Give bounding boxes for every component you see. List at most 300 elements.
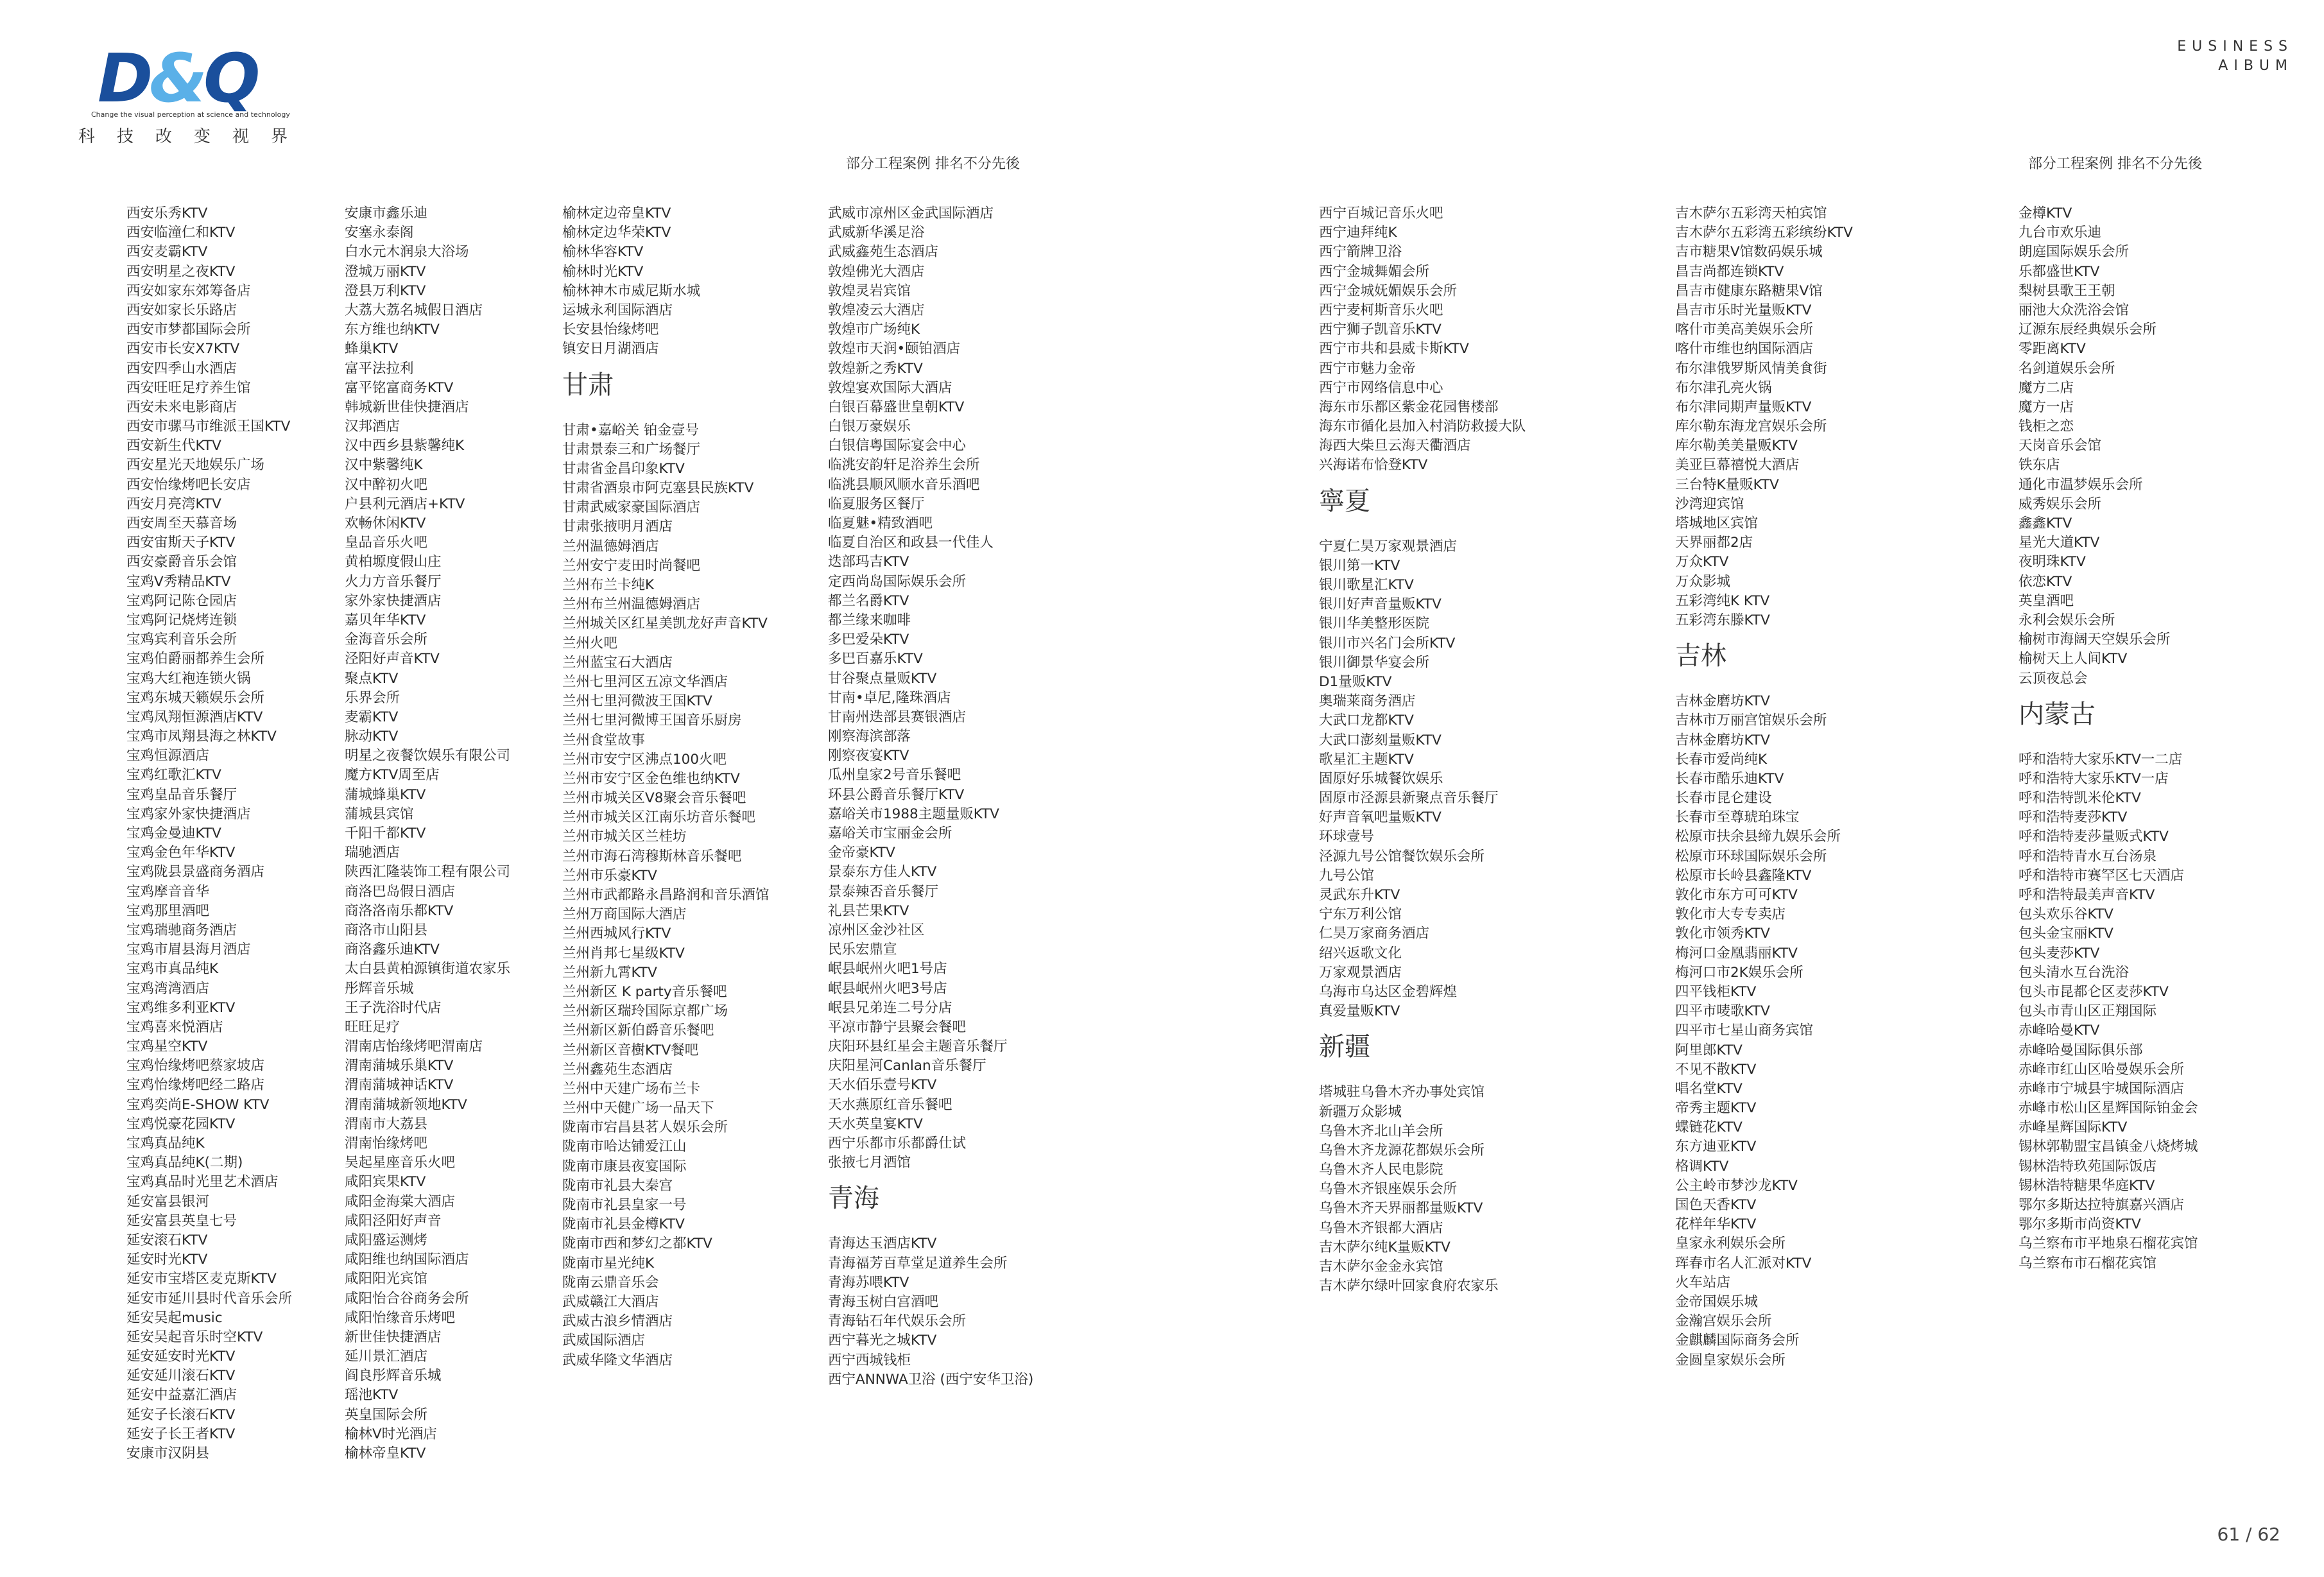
project-item: 凉州区金沙社区 (828, 922, 925, 938)
project-item: 陇南市哈达铺爱江山 (562, 1139, 687, 1155)
project-item: 兰州肖邦七星级KTV (562, 945, 685, 961)
project-item: 富平铭富商务KTV (345, 379, 454, 396)
project-item: 吉林金磨坊KTV (1675, 693, 1770, 710)
project-item: 赤峰市红山区哈曼娱乐会所 (2018, 1061, 2185, 1078)
project-item: 宝鸡那里酒吧 (126, 902, 210, 919)
project-item: 西安豪爵音乐会馆 (126, 554, 237, 571)
project-item: 西宁市网络信息中心 (1319, 379, 1443, 396)
project-item: 灵武东升KTV (1319, 887, 1400, 903)
project-item: 朗庭国际娱乐会所 (2018, 244, 2130, 261)
project-item: 运城永利国际酒店 (562, 302, 673, 318)
project-item: 阿里郎KTV (1675, 1042, 1743, 1058)
project-item: 泾阳好声音KTV (345, 651, 440, 668)
project-item: 兰州七里河微波王国KTV (562, 693, 712, 710)
project-item: 海西大柴旦云海天衢酒店 (1319, 438, 1471, 454)
project-item: 榆林帝皇KTV (345, 1445, 426, 1461)
project-item: 宝鸡奕尚E-SHOW KTV (126, 1096, 270, 1113)
project-item: 延安富县英皇七号 (126, 1212, 237, 1229)
project-item: 金圆皇家娱乐会所 (1675, 1352, 1786, 1368)
project-item: 不见不散KTV (1675, 1061, 1757, 1078)
project-item: 兰州七里河区五凉文华酒店 (562, 673, 728, 690)
project-item: 西宁金城舞媚会所 (1319, 263, 1430, 280)
project-item: 皇家永利娱乐会所 (1675, 1236, 1786, 1252)
project-item: 新疆万众影城 (1319, 1103, 1402, 1120)
project-item: 依恋KTV (2018, 573, 2072, 590)
region-heading: 吉林 (1675, 641, 1726, 671)
project-item: 西宁暮光之城KTV (828, 1332, 937, 1349)
project-item: 兰州七里河微博王国音乐厨房 (562, 712, 742, 729)
project-item: 刚察海滨部落 (828, 728, 911, 745)
project-item: 咸阳盛运测烤 (345, 1232, 428, 1248)
project-item: 陇南云鼎音乐会 (562, 1274, 659, 1291)
project-item: 环县公爵音乐餐厅KTV (828, 786, 965, 803)
project-column-4 (828, 204, 1033, 1390)
project-item: 西安月亮湾KTV (126, 496, 221, 512)
project-item: 临夏自治区和政县一代佳人 (828, 535, 994, 551)
project-item: 武威新华溪足浴 (828, 225, 925, 241)
project-item: 麦霸KTV (345, 709, 399, 725)
project-item: 西安周至天慕音场 (126, 515, 237, 531)
project-item: 西安乐秀KTV (126, 205, 208, 221)
project-item: 陇南市西和梦幻之都KTV (562, 1236, 712, 1252)
project-item: 宝鸡东城天籁娱乐会所 (126, 689, 265, 706)
project-item: 赤峰哈曼KTV (2018, 1022, 2100, 1039)
project-item: 松原市扶余县缔九娱乐会所 (1675, 829, 1841, 845)
project-item: 澄城万丽KTV (345, 263, 426, 280)
project-item: 海东市乐都区紫金花园售楼部 (1319, 399, 1499, 415)
project-item: 泾源九号公馆餐饮娱乐会所 (1319, 848, 1485, 865)
project-item: 宝鸡陇县景盛商务酒店 (126, 864, 265, 881)
project-item: 多巴百嘉乐KTV (828, 651, 923, 668)
project-item: 乌兰察布市石榴花宾馆 (2018, 1255, 2157, 1271)
project-item: 嘉峪关市1988主题量贩KTV (828, 806, 999, 822)
project-item: 延安吴起音乐时空KTV (126, 1329, 263, 1345)
project-item: 银川第一KTV (1319, 557, 1400, 574)
project-item: 金海音乐会所 (345, 632, 428, 648)
project-item: 珲春市名人汇派对KTV (1675, 1255, 1812, 1271)
project-item: 宝鸡V秀精品KTV (126, 573, 231, 590)
project-item: 兰州温德姆酒店 (562, 538, 659, 555)
project-item: 喀什市美高美娱乐会所 (1675, 322, 1814, 338)
project-item: 呼和浩特麦莎KTV (2018, 809, 2128, 826)
project-item: 多巴爱朵KTV (828, 632, 909, 648)
project-item: 西安未来电影商店 (126, 399, 237, 415)
project-item: 临洮安韵轩足浴养生会所 (828, 457, 980, 474)
project-item: 武威市凉州区金武国际酒店 (828, 205, 994, 221)
project-item: 英皇酒吧 (2018, 592, 2074, 609)
project-item: 金帝豪KTV (828, 845, 895, 861)
project-item: 铁东店 (2018, 457, 2060, 474)
project-item: 聚点KTV (345, 670, 399, 687)
project-item: 呼和浩特青水互台汤泉 (2018, 848, 2157, 865)
project-item: 景泰辣否音乐餐厅 (828, 883, 939, 900)
project-item: 西宁金城妩媚娱乐会所 (1319, 282, 1458, 299)
project-item: 仁昊万家商务酒店 (1319, 926, 1430, 942)
project-item: 兰州市安宁区沸点100火吧 (562, 751, 727, 768)
project-item: 都兰缘来咖啡 (828, 612, 911, 628)
project-item: 岷县兄弟连二号分店 (828, 999, 952, 1016)
project-item: 鑫鑫KTV (2018, 515, 2072, 531)
project-item: 四平市唛歌KTV (1675, 1003, 1770, 1020)
project-item: 旺旺足疗 (345, 1019, 400, 1035)
project-item: 敦化市东方可可KTV (1675, 887, 1798, 903)
project-item: 延安滚石KTV (126, 1232, 208, 1248)
project-item: 明星之夜餐饮娱乐有限公司 (345, 748, 511, 764)
project-item: 云顶夜总会 (2018, 670, 2088, 687)
project-item: 西安四季山水酒店 (126, 360, 237, 377)
project-item: 延安吴起music (126, 1309, 223, 1326)
project-item: 西安旺旺足疗养生馆 (126, 379, 251, 396)
project-item: 松原市环球国际娱乐会所 (1675, 848, 1827, 865)
project-item: 兴海诺布恰登KTV (1319, 457, 1428, 474)
project-item: 蒲城县宾馆 (345, 806, 414, 822)
project-item: 大武口龙都KTV (1319, 712, 1414, 729)
project-item: 天水燕原红音乐餐吧 (828, 1096, 952, 1113)
project-item: 陇南市礼县金樽KTV (562, 1216, 685, 1233)
project-item: 银川歌星汇KTV (1319, 577, 1414, 593)
project-item: 宝鸡喜来悦酒店 (126, 1019, 223, 1035)
project-item: 延安子长王者KTV (126, 1426, 236, 1442)
project-item: 鄂尔多斯达拉特旗嘉兴酒店 (2018, 1197, 2185, 1213)
region-heading: 青海 (828, 1184, 879, 1214)
project-item: 吉林市万丽宫馆娱乐会所 (1675, 712, 1827, 729)
project-item: 三台特K量贩KTV (1675, 476, 1779, 493)
project-item: 布尔津孔亮火锅 (1675, 379, 1772, 396)
project-item: 延安中益嘉汇酒店 (126, 1387, 237, 1404)
project-item: 魔方一店 (2018, 399, 2074, 415)
project-item: 宝鸡金曼迪KTV (126, 825, 221, 841)
project-item: 延安市宝塔区麦克斯KTV (126, 1271, 277, 1288)
project-item: 通化市温梦娱乐会所 (2018, 476, 2143, 493)
project-item: 梨树县歌王王朝 (2018, 282, 2115, 299)
project-item: 迭部玛吉KTV (828, 554, 909, 571)
project-item: 咸阳阳光宾馆 (345, 1271, 428, 1288)
project-item: 宝鸡怡缘烤吧经二路店 (126, 1077, 265, 1094)
project-item: 皇品音乐火吧 (345, 535, 428, 551)
project-item: 安塞永泰阁 (345, 225, 414, 241)
project-item: 欢畅休闲KTV (345, 515, 426, 531)
project-item: 兰州食堂故事 (562, 732, 646, 748)
project-item: 西宁迪拜纯K (1319, 225, 1397, 241)
project-item: 锡林郭勒盟宝昌镇金八烧烤城 (2018, 1139, 2198, 1155)
project-item: 西宁箭牌卫浴 (1319, 244, 1402, 261)
project-item: 咸阳怡缘音乐烤吧 (345, 1309, 456, 1326)
project-item: 包头市青山区正翔国际 (2018, 1003, 2157, 1020)
project-item: 魔方KTV周至店 (345, 767, 440, 784)
project-item: 五彩湾东滕KTV (1675, 612, 1770, 628)
project-item: 好声音氧吧量贩KTV (1319, 809, 1442, 826)
project-item: 五彩湾纯K KTV (1675, 592, 1770, 609)
project-item: 乐都盛世KTV (2018, 263, 2100, 280)
project-item: 咸阳维也纳国际酒店 (345, 1252, 469, 1268)
project-item: 白银百幕盛世皇朝KTV (828, 399, 965, 415)
project-item: 钱柜之恋 (2018, 418, 2074, 435)
project-item: 甘谷聚点量贩KTV (828, 670, 937, 687)
project-item: 宝鸡市真品纯K (126, 961, 219, 978)
project-item: 乌鲁木齐天界丽都量贩KTV (1319, 1200, 1483, 1217)
project-item: 吉市糖果V馆数码娱乐城 (1675, 244, 1823, 261)
project-column-7 (2018, 204, 2198, 1273)
project-item: 宝鸡维多利亚KTV (126, 999, 236, 1016)
project-item: 塔城驻乌鲁木齐办事处宾馆 (1319, 1084, 1485, 1101)
project-item: 定西尚岛国际娱乐会所 (828, 573, 967, 590)
project-item: 威秀娱乐会所 (2018, 496, 2102, 512)
project-item: 包头清水互台洗浴 (2018, 964, 2130, 981)
project-item: 兰州新九霄KTV (562, 964, 657, 981)
project-item: 西安星光天地娱乐广场 (126, 457, 265, 474)
project-item: 宝鸡阿记陈仓园店 (126, 592, 237, 609)
project-item: 宝鸡宾利音乐会所 (126, 632, 237, 648)
project-item: 瓜州皇家2号音乐餐吧 (828, 767, 961, 784)
project-item: 商洛市山阳县 (345, 922, 428, 938)
project-item: 兰州市武都路永昌路润和音乐酒馆 (562, 887, 770, 903)
project-item: 天水英皇宴KTV (828, 1116, 923, 1132)
project-item: 兰州鑫苑生态酒店 (562, 1061, 673, 1078)
project-item: 兰州市城关区江南乐坊音乐餐吧 (562, 809, 756, 826)
project-item: 西安临潼仁和KTV (126, 225, 236, 241)
project-item: 海东市循化县加入村消防救援大队 (1319, 418, 1526, 435)
logo-chinese-slogan: 科技改变视界 (78, 127, 310, 146)
project-item: 商洛巴岛假日酒店 (345, 883, 456, 900)
project-item: 榆树市海阔天空娱乐会所 (2018, 632, 2171, 648)
project-item: D1量贩KTV (1319, 673, 1392, 690)
project-item: 礼县芒果KTV (828, 902, 909, 919)
project-item: 甘肃张掖明月酒店 (562, 519, 673, 535)
project-item: 零距离KTV (2018, 341, 2086, 358)
project-item: 延安富县银河 (126, 1193, 210, 1210)
project-item: 韩城新世佳快捷酒店 (345, 399, 469, 415)
project-item: 锡林浩特玖苑国际饭店 (2018, 1158, 2157, 1175)
project-item: 金瀚宫娱乐会所 (1675, 1313, 1772, 1330)
project-column-5 (1319, 204, 1526, 1296)
project-item: 宝鸡怡缘烤吧蔡家坡店 (126, 1058, 265, 1074)
project-item: 歌星汇主题KTV (1319, 751, 1414, 768)
project-item: 岷县岷州火吧3号店 (828, 980, 947, 997)
project-item: 白银万豪娱乐 (828, 418, 911, 435)
project-item: 真爱量贩KTV (1319, 1003, 1400, 1020)
project-item: 赤峰星辉国际KTV (2018, 1119, 2128, 1136)
project-item: 西宁百城记音乐火吧 (1319, 205, 1443, 221)
project-item: 吴起星座音乐火吧 (345, 1155, 456, 1171)
project-item: 宝鸡凤翔恒源酒店KTV (126, 709, 263, 725)
project-item: 包头欢乐谷KTV (2018, 906, 2113, 923)
project-item: 商洛洛南乐都KTV (345, 902, 454, 919)
case-note-right: 部分工程案例 排名不分先後 (2028, 156, 2202, 172)
project-column-3 (562, 204, 770, 1370)
project-item: 安康市鑫乐迪 (345, 205, 428, 221)
project-item: 青海苏喂KTV (828, 1274, 909, 1291)
project-item: 兰州新区瑞玲国际京都广场 (562, 1003, 728, 1020)
project-item: 唱名堂KTV (1675, 1080, 1743, 1097)
project-item: 东方维也纳KTV (345, 322, 440, 338)
project-item: 天水佰乐壹号KTV (828, 1077, 937, 1094)
project-item: 兰州万商国际大酒店 (562, 906, 687, 923)
project-item: 乐界会所 (345, 689, 400, 706)
project-item: 澄县万利KTV (345, 282, 426, 299)
project-item: 青海玉树白宫酒吧 (828, 1293, 939, 1310)
project-item: 敦煌市广场纯K (828, 322, 920, 338)
project-item: 名剑道娱乐会所 (2018, 360, 2115, 377)
project-item: 吉林金磨坊KTV (1675, 732, 1770, 748)
project-item: 蜂巢KTV (345, 341, 399, 358)
project-item: 万家观景酒店 (1319, 964, 1402, 981)
project-item: 延川景汇酒店 (345, 1349, 428, 1365)
project-item: 宝鸡市眉县海月酒店 (126, 942, 251, 958)
project-item: 西宁乐都市乐都爵仕试 (828, 1135, 967, 1151)
project-item: 火力方音乐餐厅 (345, 573, 442, 590)
project-item: 蝶链花KTV (1675, 1119, 1743, 1136)
project-item: 乌鲁木齐人民电影院 (1319, 1162, 1443, 1178)
project-item: 武威鑫苑生态酒店 (828, 244, 939, 261)
project-item: 陇南市康县夜宴国际 (562, 1158, 687, 1175)
project-item: 吉木萨尔绿叶回家食府农家乐 (1319, 1278, 1499, 1295)
project-item: 银川华美整形医院 (1319, 616, 1430, 632)
project-item: 英皇国际会所 (345, 1406, 428, 1423)
project-item: 咸阳泾阳好声音 (345, 1212, 442, 1229)
project-item: 宝鸡真品纯K(二期) (126, 1155, 243, 1171)
project-item: 陇南市星光纯K (562, 1255, 655, 1271)
project-item: 汉中醉初火吧 (345, 476, 428, 493)
project-item: 敦煌凌云大酒店 (828, 302, 925, 318)
project-item: 青海福芳百草堂足道养生会所 (828, 1255, 1008, 1271)
project-item: 榆林神木市威尼斯水城 (562, 282, 701, 299)
project-item: 固原好乐城餐饮娱乐 (1319, 770, 1443, 787)
project-item: 银川好声音量贩KTV (1319, 596, 1442, 613)
project-item: 固原市泾源县新聚点音乐餐厅 (1319, 790, 1499, 807)
project-item: 兰州新区 K party音乐餐吧 (562, 983, 727, 1000)
project-item: 宁夏仁昊万家观景酒店 (1319, 538, 1458, 555)
project-item: 呼和浩特市赛罕区七天酒店 (2018, 867, 2185, 884)
project-item: 乌海市乌达区金碧辉煌 (1319, 983, 1458, 1000)
project-item: 景泰东方佳人KTV (828, 864, 937, 881)
project-item: 瑶池KTV (345, 1387, 399, 1404)
project-item: 布尔津同期声量贩KTV (1675, 399, 1812, 415)
project-item: 敦煌市天润•颐铂酒店 (828, 341, 961, 358)
project-item: 张掖七月酒馆 (828, 1155, 911, 1171)
company-logo (78, 39, 310, 149)
project-item: 吉木萨尔金金永宾馆 (1319, 1259, 1443, 1275)
album-title (2177, 37, 2293, 76)
project-item: 库尔勒东海龙宫娱乐会所 (1675, 418, 1827, 435)
project-item: 兰州新区音樹KTV餐吧 (562, 1042, 699, 1058)
project-item: 宝鸡瑞驰商务酒店 (126, 922, 237, 938)
project-item: 西安如家长乐路店 (126, 302, 237, 318)
project-item: 渭南店怡缘烤吧渭南店 (345, 1038, 483, 1055)
project-item: 呼和浩特最美声音KTV (2018, 887, 2155, 903)
project-item: 宝鸡真品纯K (126, 1135, 205, 1151)
project-item: 阎良彤辉音乐城 (345, 1368, 442, 1384)
case-note-left: 部分工程案例 排名不分先後 (846, 156, 1020, 172)
project-item: 宝鸡星空KTV (126, 1038, 208, 1055)
project-item: 帝秀主题KTV (1675, 1100, 1757, 1117)
logo-tagline: Change the visual perception at science and technology (91, 110, 290, 119)
project-item: 兰州市城关区兰桂坊 (562, 829, 687, 845)
project-item: 平凉市静宁县聚会餐吧 (828, 1019, 967, 1035)
project-item: 榆林时光KTV (562, 263, 644, 280)
project-item: 赤峰市松山区星辉国际铂金会 (2018, 1100, 2198, 1117)
project-item: 敦化市大专专卖店 (1675, 906, 1786, 923)
project-item: 西宁西城钱柜 (828, 1352, 911, 1368)
region-heading: 寧夏 (1319, 486, 1370, 516)
project-item: 西安怡缘烤吧长安店 (126, 476, 251, 493)
project-item: 临夏服务区餐厅 (828, 496, 925, 512)
project-item: 宝鸡家外家快捷酒店 (126, 806, 251, 822)
project-item: 乌鲁木齐龙源花都娱乐会所 (1319, 1142, 1485, 1159)
project-item: 咸阳怡合谷商务会所 (345, 1290, 469, 1307)
project-item: 星光大道KTV (2018, 535, 2100, 551)
project-item: 镇安日月湖酒店 (562, 341, 659, 358)
project-item: 临洮县顺风顺水音乐酒吧 (828, 476, 980, 493)
project-item: 西宁狮子凯音乐KTV (1319, 322, 1442, 338)
project-item: 天岗音乐会馆 (2018, 438, 2102, 454)
project-item: 千阳千都KTV (345, 825, 426, 841)
project-item: 渭南怡缘烤吧 (345, 1135, 428, 1151)
project-item: 家外家快捷酒店 (345, 592, 442, 609)
project-item: 甘肃省酒泉市阿克塞县民族KTV (562, 480, 754, 497)
project-item: 汉中紫馨纯K (345, 457, 423, 474)
project-item: 甘肃•嘉峪关 铂金壹号 (562, 422, 700, 438)
project-item: 甘南•卓尼,隆珠酒店 (828, 689, 951, 706)
project-item: 长春市昆仑建设 (1675, 790, 1772, 807)
project-item: 西宁ANNWA卫浴 (西宁安华卫浴) (828, 1371, 1034, 1388)
region-heading: 内蒙古 (2018, 699, 2096, 729)
project-item: 吉木萨尔五彩湾天柏宾馆 (1675, 205, 1827, 221)
project-item: 渭南蒲城乐巢KTV (345, 1058, 454, 1074)
project-item: 兰州市安宁区金色维也纳KTV (562, 770, 740, 787)
project-item: 敦化市领秀KTV (1675, 926, 1770, 942)
project-item: 宝鸡阿记烧烤连锁 (126, 612, 237, 628)
project-item: 甘南州迭部县赛银酒店 (828, 709, 967, 725)
project-item: 陇南市宕昌县茗人娱乐会所 (562, 1119, 728, 1136)
project-item: 大武口澎刻量贩KTV (1319, 732, 1442, 748)
project-item: 兰州中天健广场一品天下 (562, 1100, 714, 1117)
project-item: 兰州火吧 (562, 635, 618, 651)
project-item: 沙湾迎宾馆 (1675, 496, 1744, 512)
project-item: 银川市兴名门会所KTV (1319, 635, 1456, 651)
project-item: 火车站店 (1675, 1274, 1731, 1291)
project-item: 吉木萨尔纯K量贩KTV (1319, 1239, 1450, 1255)
project-item: 吉木萨尔五彩湾五彩缤纷KTV (1675, 225, 1853, 241)
project-item: 临夏魅•精致酒吧 (828, 515, 933, 531)
project-item: 安康市汉阴县 (126, 1445, 210, 1461)
project-item: 陇南市礼县大秦宫 (562, 1177, 673, 1194)
project-item: 兰州市乐豪KTV (562, 867, 657, 884)
project-column-2 (345, 204, 510, 1463)
project-item: 宝鸡悦豪花园KTV (126, 1116, 236, 1132)
project-item: 陕西汇隆装饰工程有限公司 (345, 864, 511, 881)
project-item: 金麒麟国际商务会所 (1675, 1332, 1800, 1349)
project-item: 敦煌宴欢国际大酒店 (828, 379, 952, 396)
project-item: 榆树天上人间KTV (2018, 651, 2128, 668)
project-item: 宁东万利公馆 (1319, 906, 1402, 923)
project-item: 岷县岷州火吧1号店 (828, 961, 947, 978)
project-item: 彤辉音乐城 (345, 980, 414, 997)
project-item: 甘肃武威家豪国际酒店 (562, 499, 701, 516)
project-item: 兰州蓝宝石大酒店 (562, 654, 673, 671)
project-item: 长春市至尊琥珀珠宝 (1675, 809, 1800, 826)
project-item: 户县利元酒店+KTV (345, 496, 465, 512)
project-item: 西安市梦都国际会所 (126, 322, 251, 338)
project-item: 兰州中天建广场布兰卡 (562, 1080, 701, 1097)
project-item: 咸阳宾果KTV (345, 1174, 426, 1191)
project-item: 西安市骡马市维派王国KTV (126, 418, 291, 435)
project-item: 嘉贝年华KTV (345, 612, 426, 628)
project-item: 呼和浩特大家乐KTV一二店 (2018, 751, 2183, 768)
project-item: 宝鸡真品时光里艺术酒店 (126, 1174, 279, 1191)
project-item: 瑞驰酒店 (345, 845, 400, 861)
project-item: 延安延安时光KTV (126, 1349, 236, 1365)
project-item: 东方迪亚KTV (1675, 1139, 1757, 1155)
